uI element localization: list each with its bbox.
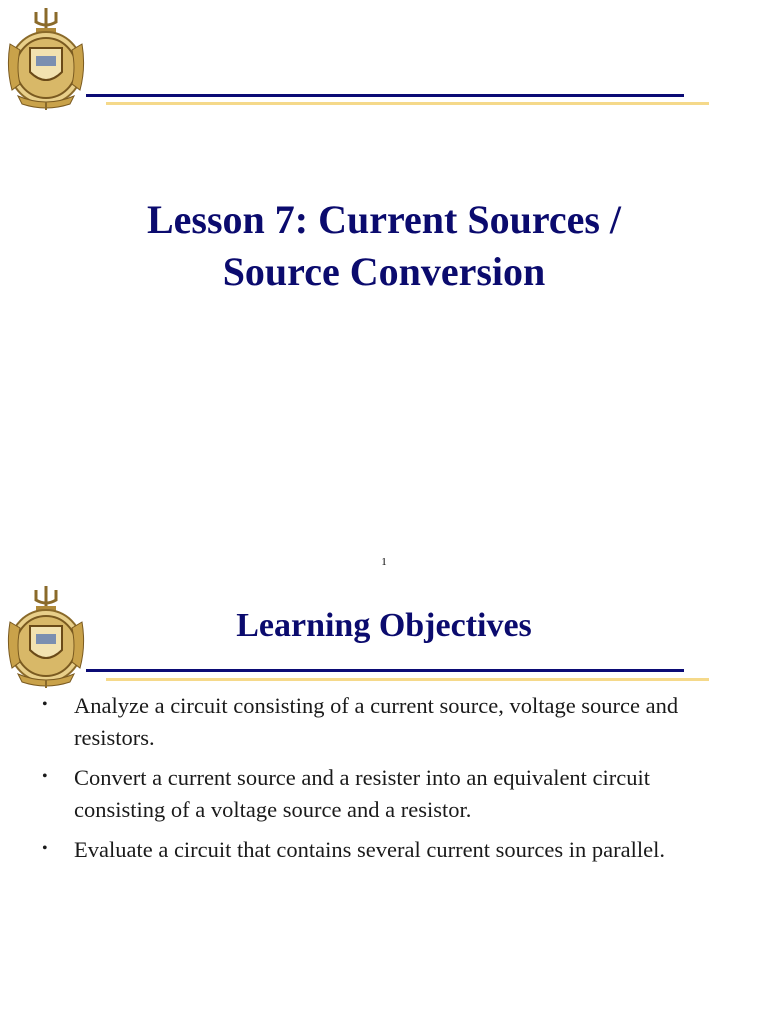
objectives-list [40,690,680,874]
list-item [40,762,680,826]
objectives-slide [0,576,768,1024]
list-item-text: Evaluate a circuit that contains several current sources in parallel. [74,837,665,862]
lesson-title-line-1: Lesson 7: Current Sources / [146,197,622,242]
header-rule-navy [86,94,684,97]
lesson-title-line-2: Source Conversion [222,249,546,294]
header-rule-gold [106,678,709,681]
list-item-text: Convert a current source and a resister into an equivalent circuit consisting of a voltage source and a resistor. [74,765,651,822]
list-item-text: Analyze a circuit consisting of a current source, voltage source and resistors. [74,693,679,750]
header-rule-navy [86,669,684,672]
bullet-icon: • [42,696,48,713]
header-rule-gold [106,102,709,105]
lesson-title [0,194,768,298]
bullet-icon: • [42,768,48,785]
naval-academy-crest-icon [6,4,86,112]
bullet-icon: • [42,840,48,857]
list-item [40,690,680,754]
page-number: 1 [381,556,387,568]
list-item [40,834,680,866]
objectives-title: Learning Objectives [236,607,532,644]
